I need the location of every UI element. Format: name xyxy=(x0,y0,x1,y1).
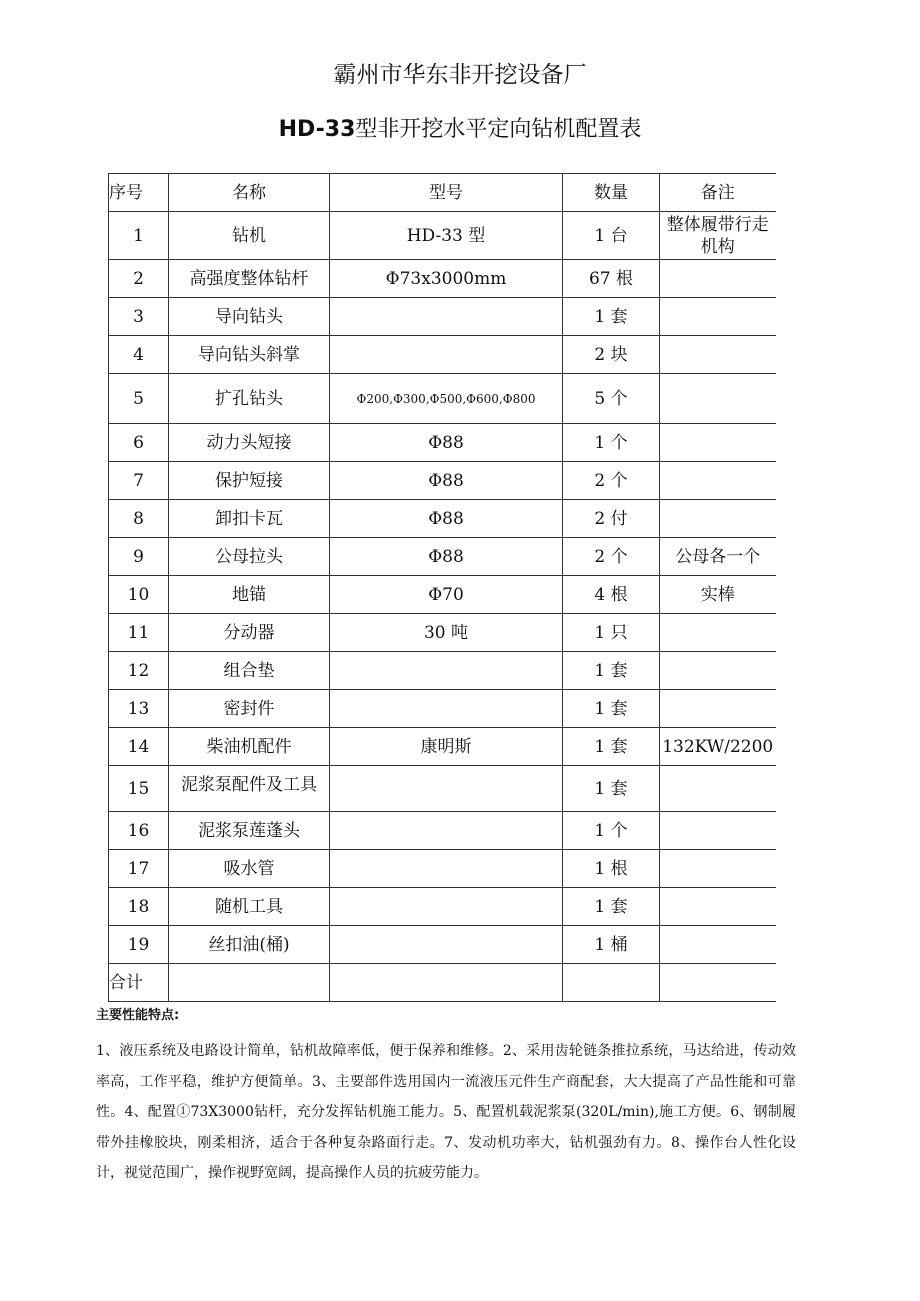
features-title: 主要性能特点: xyxy=(96,1008,180,1023)
cell-name: 保护短接 xyxy=(169,462,330,500)
cell-model: Φ73x3000mm xyxy=(330,260,563,298)
total-cell xyxy=(563,964,660,1002)
cell-name: 导向钻头 xyxy=(169,298,330,336)
cell-qty: 2 付 xyxy=(563,500,660,538)
cell-note xyxy=(660,462,776,500)
header-cell: 数量 xyxy=(563,174,660,212)
document-title xyxy=(0,112,920,143)
table-row xyxy=(109,298,776,336)
table-row xyxy=(109,538,776,576)
total-cell xyxy=(330,964,563,1002)
cell-qty: 2 个 xyxy=(563,538,660,576)
table-header-row xyxy=(109,174,776,212)
cell-name: 随机工具 xyxy=(169,888,330,926)
cell-qty: 5 个 xyxy=(563,374,660,424)
table-row xyxy=(109,728,776,766)
cell-note xyxy=(660,614,776,652)
cell-qty: 1 套 xyxy=(563,298,660,336)
table-row xyxy=(109,690,776,728)
cell-qty: 1 套 xyxy=(563,728,660,766)
cell-model: Φ88 xyxy=(330,462,563,500)
table-row xyxy=(109,212,776,260)
cell-name: 卸扣卡瓦 xyxy=(169,500,330,538)
cell-note xyxy=(660,812,776,850)
cell-name: 分动器 xyxy=(169,614,330,652)
cell-qty: 1 台 xyxy=(563,212,660,260)
table-row xyxy=(109,462,776,500)
cell-name: 钻机 xyxy=(169,212,330,260)
cell-no: 15 xyxy=(109,766,169,812)
cell-note xyxy=(660,298,776,336)
cell-model: Φ70 xyxy=(330,576,563,614)
table-row xyxy=(109,888,776,926)
company-title: 霸州市华东非开挖设备厂 xyxy=(333,62,587,88)
cell-name: 吸水管 xyxy=(169,850,330,888)
cell-model xyxy=(330,336,563,374)
cell-model xyxy=(330,888,563,926)
cell-qty: 1 个 xyxy=(563,812,660,850)
cell-note xyxy=(660,260,776,298)
total-cell xyxy=(169,964,330,1002)
cell-no: 12 xyxy=(109,652,169,690)
table-row xyxy=(109,766,776,812)
header-cell: 序号 xyxy=(109,174,169,212)
cell-qty: 2 块 xyxy=(563,336,660,374)
cell-no: 13 xyxy=(109,690,169,728)
cell-note xyxy=(660,690,776,728)
document-title-rest: 型非开挖水平定向钻机配置表 xyxy=(355,117,642,142)
cell-model xyxy=(330,766,563,812)
cell-name: 泥浆泵莲蓬头 xyxy=(169,812,330,850)
cell-note: 132KW/2200 xyxy=(660,728,776,766)
cell-name: 密封件 xyxy=(169,690,330,728)
cell-name: 导向钻头斜掌 xyxy=(169,336,330,374)
cell-model xyxy=(330,690,563,728)
model-code: HD-33 xyxy=(278,117,356,142)
cell-no: 5 xyxy=(109,374,169,424)
cell-no: 8 xyxy=(109,500,169,538)
cell-no: 16 xyxy=(109,812,169,850)
table-row xyxy=(109,576,776,614)
cell-note xyxy=(660,424,776,462)
total-cell xyxy=(660,964,776,1002)
table-row xyxy=(109,652,776,690)
cell-model xyxy=(330,850,563,888)
cell-model: Φ200,Φ300,Φ500,Φ600,Φ800 xyxy=(330,374,563,424)
cell-name: 组合垫 xyxy=(169,652,330,690)
cell-name: 公母拉头 xyxy=(169,538,330,576)
cell-model xyxy=(330,652,563,690)
cell-note xyxy=(660,336,776,374)
cell-no: 2 xyxy=(109,260,169,298)
cell-model xyxy=(330,926,563,964)
cell-note xyxy=(660,888,776,926)
cell-name: 泥浆泵配件及工具 xyxy=(169,766,330,812)
total-label: 合计 xyxy=(109,964,169,1002)
total-row xyxy=(109,964,776,1002)
cell-note xyxy=(660,500,776,538)
cell-name: 高强度整体钻杆 xyxy=(169,260,330,298)
cell-name: 扩孔钻头 xyxy=(169,374,330,424)
table-row xyxy=(109,926,776,964)
cell-model xyxy=(330,812,563,850)
cell-qty: 1 个 xyxy=(563,424,660,462)
cell-qty: 1 套 xyxy=(563,690,660,728)
cell-no: 14 xyxy=(109,728,169,766)
cell-qty: 2 个 xyxy=(563,462,660,500)
cell-qty: 1 套 xyxy=(563,766,660,812)
cell-model: 康明斯 xyxy=(330,728,563,766)
cell-model: Φ88 xyxy=(330,538,563,576)
cell-no: 10 xyxy=(109,576,169,614)
cell-qty: 1 根 xyxy=(563,850,660,888)
table-row xyxy=(109,336,776,374)
cell-no: 3 xyxy=(109,298,169,336)
header-cell: 名称 xyxy=(169,174,330,212)
header-cell: 备注 xyxy=(660,174,776,212)
cell-no: 19 xyxy=(109,926,169,964)
features-text: 1、液压系统及电路设计简单，钻机故障率低，便于保养和维修。2、采用齿轮链条推拉系统，马达给进，传动效率高，工作平稳，维护方便简单。3、主要部件选用国内一流液压元件生产商配套，大大提高了产品性能和可靠性。4、配置①73X3000钻杆，充分发挥钻机施工能力。5、配置机载泥浆泵(320L/min),施工方便。6、钢制履带外挂橡胶块，刚柔相济，适合于各种复杂路面行走。7、发动机功率大，钻机强劲有力。8、操作台人性化设计，视觉范围广，操作视野宽阔，提高操作人员的抗疲劳能力。 xyxy=(96,1043,796,1181)
cell-model: Φ88 xyxy=(330,424,563,462)
table-row xyxy=(109,812,776,850)
cell-note xyxy=(660,652,776,690)
cell-no: 18 xyxy=(109,888,169,926)
cell-no: 4 xyxy=(109,336,169,374)
cell-note xyxy=(660,850,776,888)
cell-no: 11 xyxy=(109,614,169,652)
cell-no: 9 xyxy=(109,538,169,576)
cell-name: 丝扣油(桶) xyxy=(169,926,330,964)
cell-qty: 1 套 xyxy=(563,652,660,690)
cell-model: Φ88 xyxy=(330,500,563,538)
cell-model xyxy=(330,298,563,336)
cell-note xyxy=(660,926,776,964)
cell-note: 整体履带行走机构 xyxy=(660,212,776,260)
cell-model: HD-33 型 xyxy=(330,212,563,260)
cell-note: 实棒 xyxy=(660,576,776,614)
configuration-table xyxy=(108,173,776,1002)
cell-no: 6 xyxy=(109,424,169,462)
cell-note xyxy=(660,374,776,424)
table-row xyxy=(109,500,776,538)
header-cell: 型号 xyxy=(330,174,563,212)
cell-qty: 1 只 xyxy=(563,614,660,652)
cell-name: 地锚 xyxy=(169,576,330,614)
cell-name: 动力头短接 xyxy=(169,424,330,462)
cell-qty: 4 根 xyxy=(563,576,660,614)
table-row xyxy=(109,614,776,652)
table-row xyxy=(109,424,776,462)
cell-qty: 1 桶 xyxy=(563,926,660,964)
cell-model: 30 吨 xyxy=(330,614,563,652)
cell-no: 17 xyxy=(109,850,169,888)
table-row xyxy=(109,260,776,298)
cell-no: 7 xyxy=(109,462,169,500)
cell-no: 1 xyxy=(109,212,169,260)
table-row xyxy=(109,374,776,424)
cell-note: 公母各一个 xyxy=(660,538,776,576)
cell-note xyxy=(660,766,776,812)
cell-qty: 67 根 xyxy=(563,260,660,298)
cell-qty: 1 套 xyxy=(563,888,660,926)
cell-name: 柴油机配件 xyxy=(169,728,330,766)
table-row xyxy=(109,850,776,888)
